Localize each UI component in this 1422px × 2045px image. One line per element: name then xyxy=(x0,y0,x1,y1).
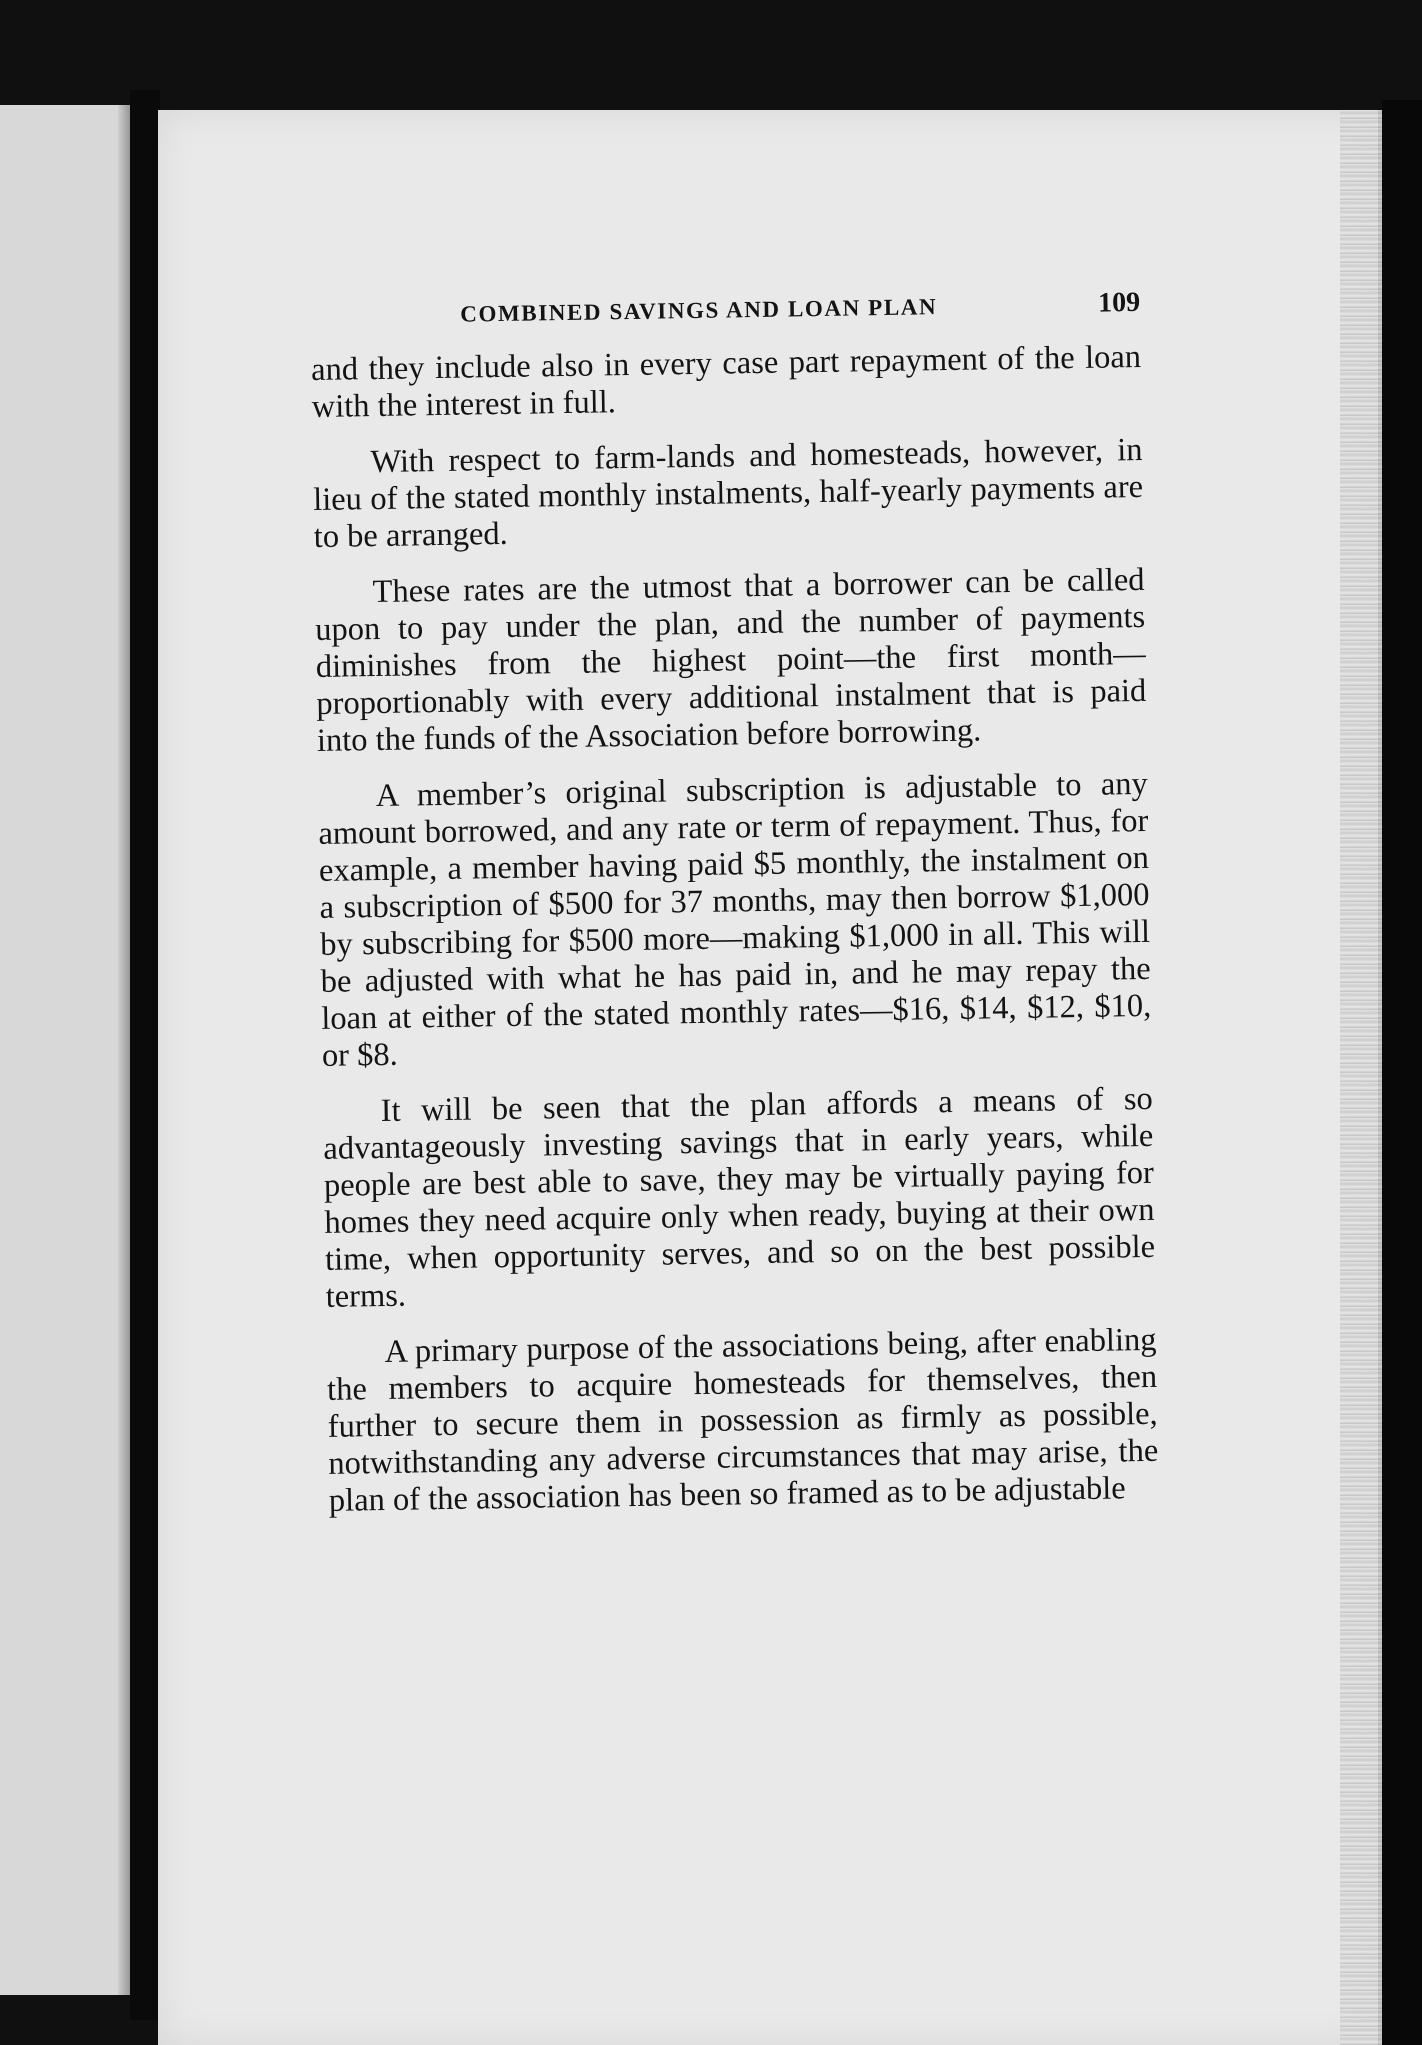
left-page-edge xyxy=(0,105,135,1995)
page-stack-edge xyxy=(1340,110,1382,2045)
page-text-block xyxy=(310,285,1159,1539)
paragraph-3: These rates are the utmost that a borrower can be called upon to pay under the plan, and the number of payments diminishes from the highest point—the first month—proportionably with every additional instalment that is paid into the funds of the Association before borrowing. xyxy=(314,561,1147,759)
paragraph-2: With respect to farm-lands and homesteads, however, in lieu of the stated monthly instalments, half-yearly payments are to be arranged. xyxy=(312,431,1144,555)
running-title: COMBINED SAVINGS AND LOAN PLAN xyxy=(460,294,938,327)
book-gutter xyxy=(130,90,160,2020)
paragraph-1: and they include also in every case part repayment of the loan with the interest in full. xyxy=(310,338,1142,425)
page-number: 109 xyxy=(1097,286,1141,319)
paragraph-5: It will be seen that the plan affords a means of so advantageously investing savings that in early years, while people are best able to save, they may be virtually paying for homes they need acquire only when ready, buying at their own time, when opportunity serves, and so on the best possible terms. xyxy=(323,1080,1156,1315)
paragraph-4: A member’s original subscription is adjustable to any amount borrowed, and any rate or term of repayment. Thus, for example, a member having paid $5 monthly, the instalment on a subscription of $500 for 37 months, may then borrow $1,000 by subscribing for $500 more—making $1,000 in all. This will be adjusted with what he has paid in, and he may repay the loan at either of the stated monthly rates—$16, $14, $12, $10, or $8. xyxy=(318,765,1152,1074)
scan-background-right xyxy=(1382,100,1422,2045)
paragraph-6: A primary purpose of the associations being, after enabling the members to acquire homesteads for themselves, then further to secure them in possession as firmly as possible, notwithstanding any adverse circumstances that may arise, the plan of the association has been so framed as to be adjustable xyxy=(326,1321,1159,1519)
